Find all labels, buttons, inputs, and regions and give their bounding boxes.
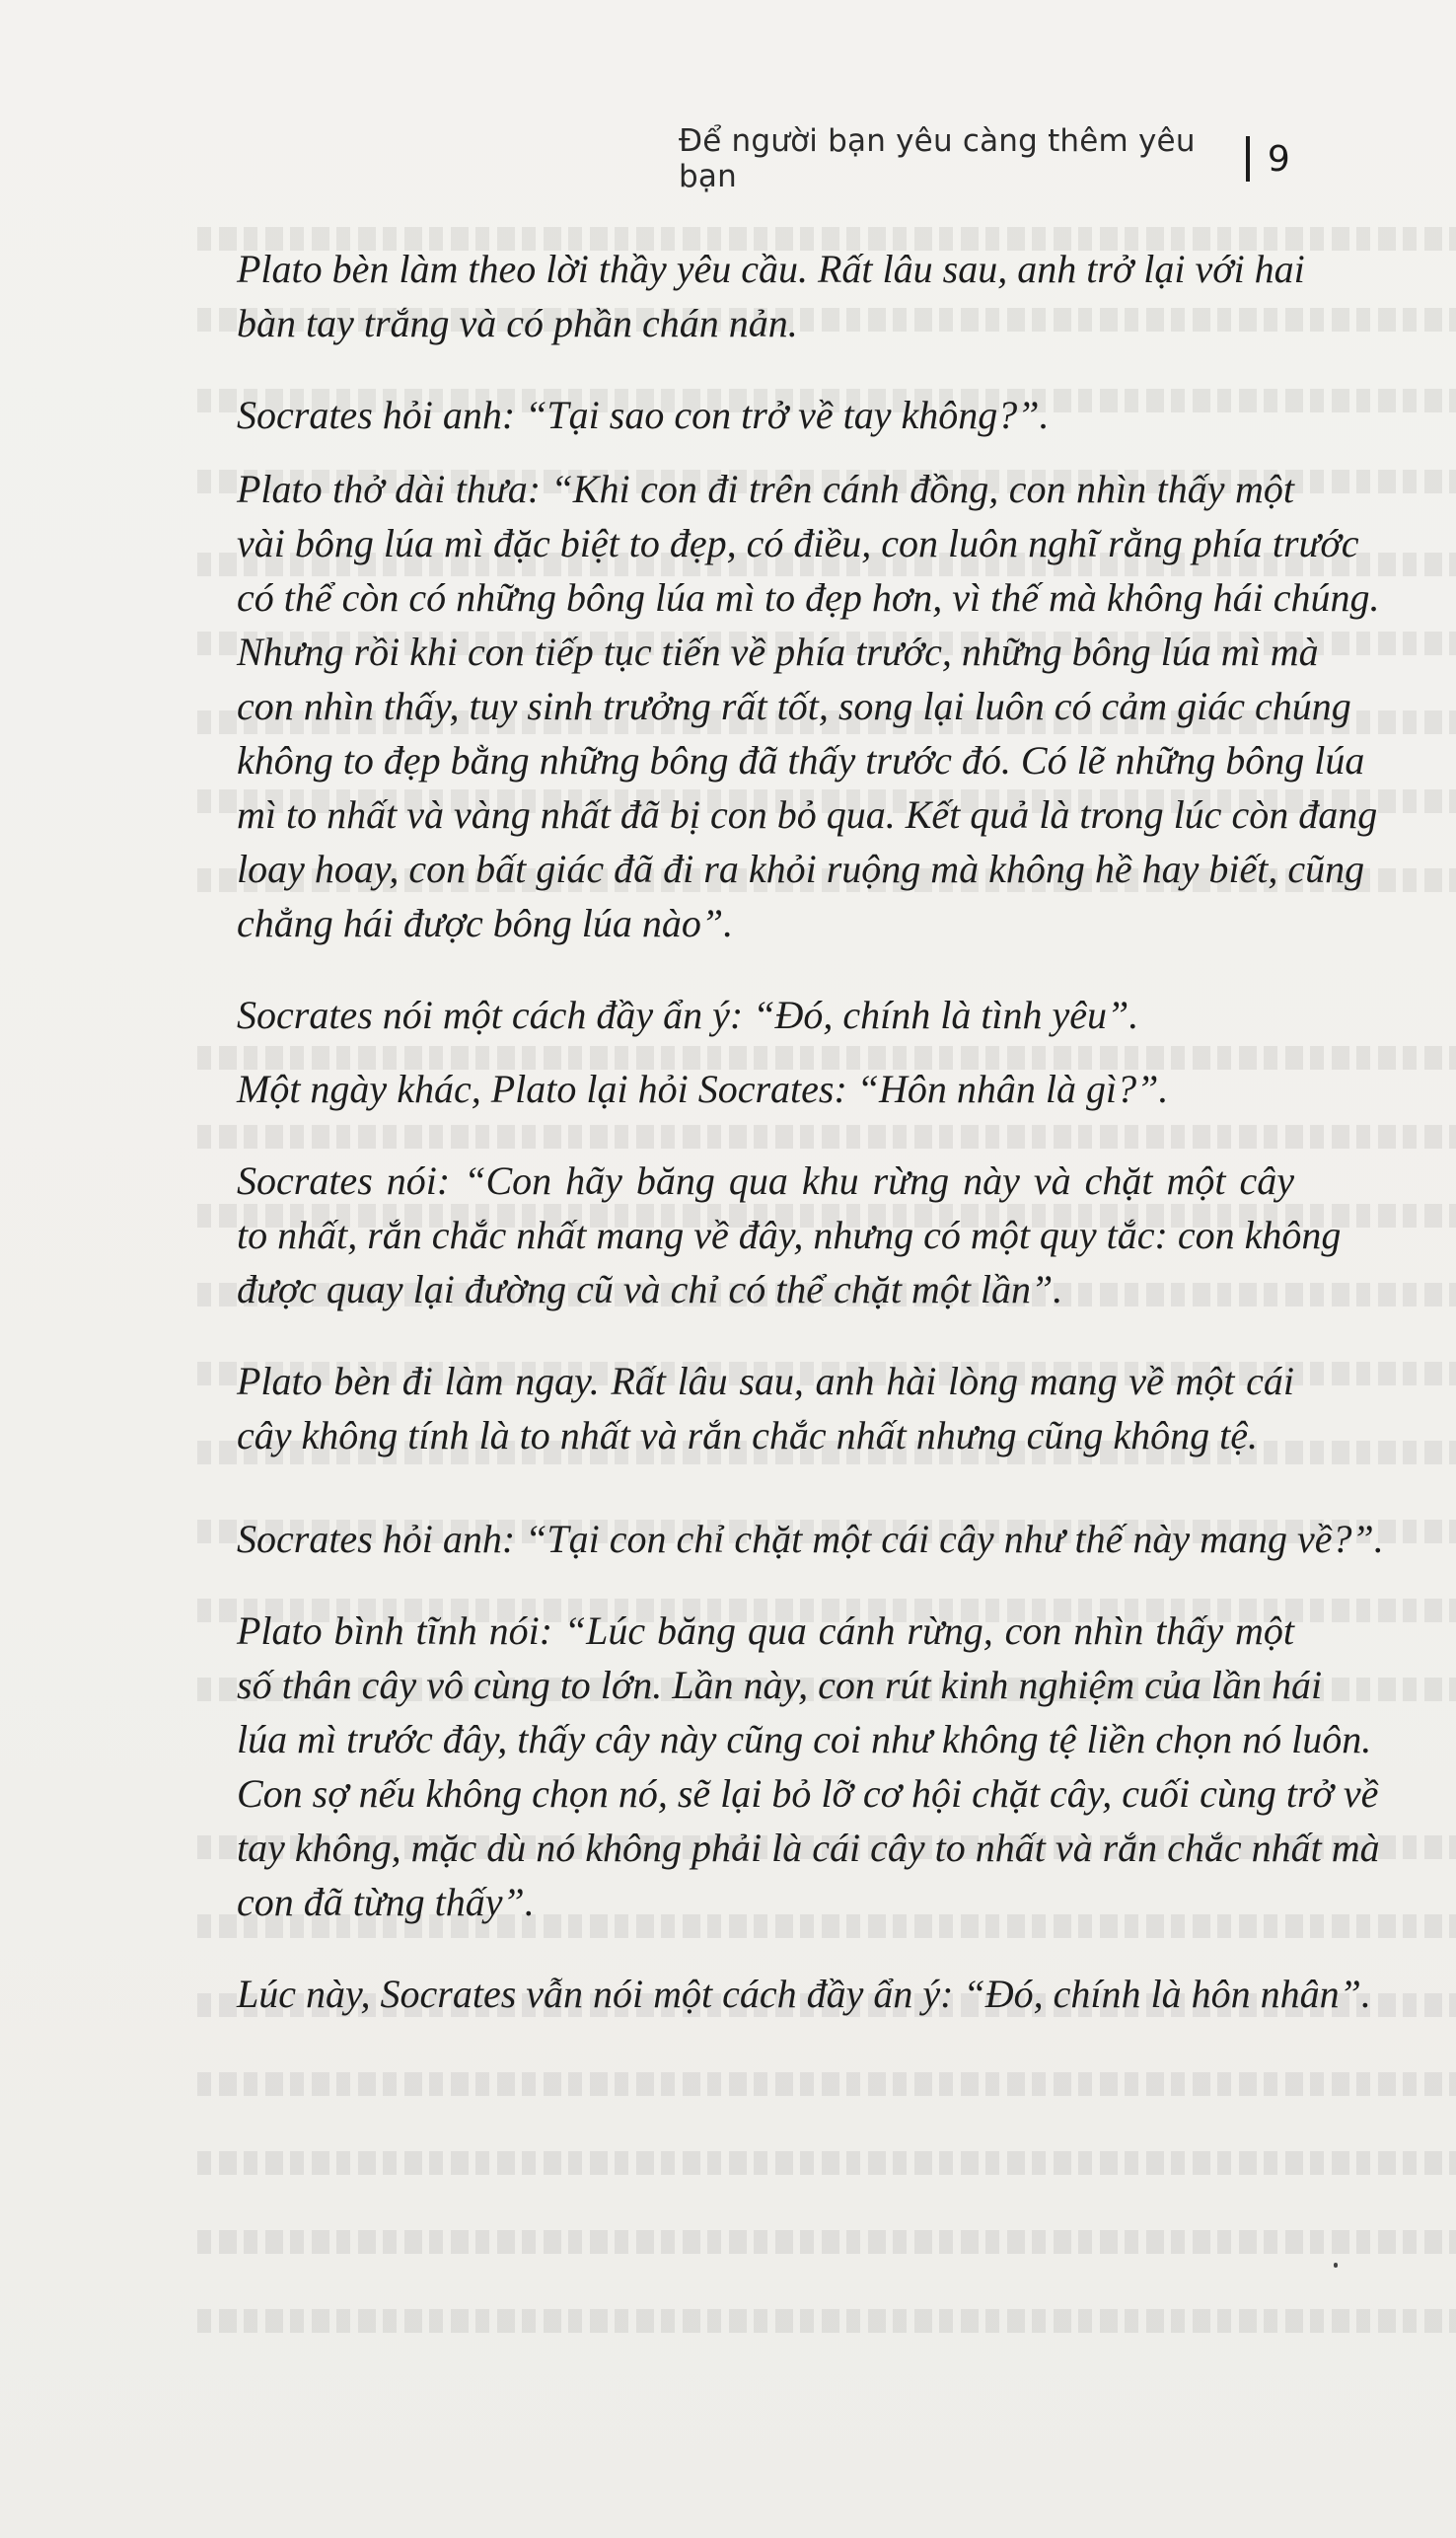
text-line: mì to nhất và vàng nhất đã bị con bỏ qua. Kết quả là trong lúc còn đang bbox=[237, 792, 1378, 837]
text-line: Plato thở dài thưa: “Khi con đi trên cánh đồng, con nhìn thấy một bbox=[237, 467, 1294, 511]
text-line: Socrates nói: “Con hãy băng qua khu rừng này và chặt một cây bbox=[237, 1158, 1294, 1203]
text-line: to nhất, rắn chắc nhất mang về đây, nhưng có một quy tắc: con không bbox=[237, 1213, 1342, 1257]
paragraph bbox=[219, 988, 1294, 1042]
text-line: cây không tính là to nhất và rắn chắc nhất nhưng cũng không tệ. bbox=[237, 1413, 1258, 1457]
paragraph bbox=[219, 388, 1294, 442]
text-line: Plato bèn đi làm ngay. Rất lâu sau, anh hài lòng mang về một cái bbox=[237, 1359, 1294, 1403]
paragraph bbox=[219, 462, 1380, 950]
paragraph bbox=[219, 1512, 1384, 1566]
text-line: vài bông lúa mì đặc biệt to đẹp, có điều, con luôn nghĩ rằng phía trước bbox=[237, 521, 1359, 565]
text-line: Plato bình tĩnh nói: “Lúc băng qua cánh rừng, con nhìn thấy một bbox=[237, 1608, 1294, 1653]
text-line: tay không, mặc dù nó không phải là cái cây to nhất và rắn chắc nhất mà bbox=[237, 1826, 1380, 1870]
text-line: Socrates hỏi anh: “Tại sao con trở về tay không?”. bbox=[237, 393, 1050, 437]
text-line: chẳng hái được bông lúa nào”. bbox=[237, 901, 734, 945]
paragraph bbox=[219, 1967, 1371, 2021]
text-line: con nhìn thấy, tuy sinh trưởng rất tốt, song lại luôn có cảm giác chúng bbox=[237, 684, 1351, 728]
text-line: không to đẹp bằng những bông đã thấy trước đó. Có lẽ những bông lúa bbox=[237, 738, 1365, 783]
text-line: số thân cây vô cùng to lớn. Lần này, con rút kinh nghiệm của lần hái bbox=[237, 1663, 1323, 1707]
paragraph bbox=[219, 1354, 1294, 1462]
text-line: có thể còn có những bông lúa mì to đẹp hơn, vì thế mà không hái chúng. bbox=[237, 575, 1380, 620]
text-line: Một ngày khác, Plato lại hỏi Socrates: “Hôn nhân là gì?”. bbox=[237, 1067, 1169, 1111]
text-line: loay hoay, con bất giác đã đi ra khỏi ruộng mà không hề hay biết, cũng bbox=[237, 847, 1365, 891]
text-line: Plato bèn làm theo lời thầy yêu cầu. Rất lâu sau, anh trở lại với hai bbox=[237, 247, 1305, 291]
paragraph bbox=[219, 1154, 1342, 1316]
text-line: được quay lại đường cũ và chỉ có thể chặt một lần”. bbox=[237, 1267, 1063, 1311]
paragraph bbox=[219, 1604, 1380, 1929]
running-header bbox=[679, 124, 1290, 193]
text-line: Con sợ nếu không chọn nó, sẽ lại bỏ lỡ cơ hội chặt cây, cuối cùng trở về bbox=[237, 1771, 1379, 1816]
text-line: bàn tay trắng và có phần chán nản. bbox=[237, 301, 798, 345]
text-line: Lúc này, Socrates vẫn nói một cách đầy ẩn ý: “Đó, chính là hôn nhân”. bbox=[237, 1972, 1371, 2016]
page-number: 9 bbox=[1267, 138, 1290, 180]
header-divider bbox=[1246, 136, 1250, 182]
text-line: Nhưng rồi khi con tiếp tục tiến về phía trước, những bông lúa mì mà bbox=[237, 630, 1319, 674]
paragraph bbox=[219, 242, 1305, 350]
body-text bbox=[219, 242, 1384, 2021]
paragraph bbox=[219, 1062, 1294, 1116]
text-line: Socrates nói một cách đầy ẩn ý: “Đó, chính là tình yêu”. bbox=[237, 993, 1139, 1037]
text-line: Socrates hỏi anh: “Tại con chỉ chặt một cái cây như thế này mang về?”. bbox=[237, 1517, 1384, 1561]
text-line: lúa mì trước đây, thấy cây này cũng coi như không tệ liền chọn nó luôn. bbox=[237, 1717, 1372, 1761]
ink-speck bbox=[1334, 2263, 1338, 2268]
text-line: con đã từng thấy”. bbox=[237, 1880, 535, 1924]
running-title: Để người bạn yêu càng thêm yêu bạn bbox=[679, 123, 1196, 194]
